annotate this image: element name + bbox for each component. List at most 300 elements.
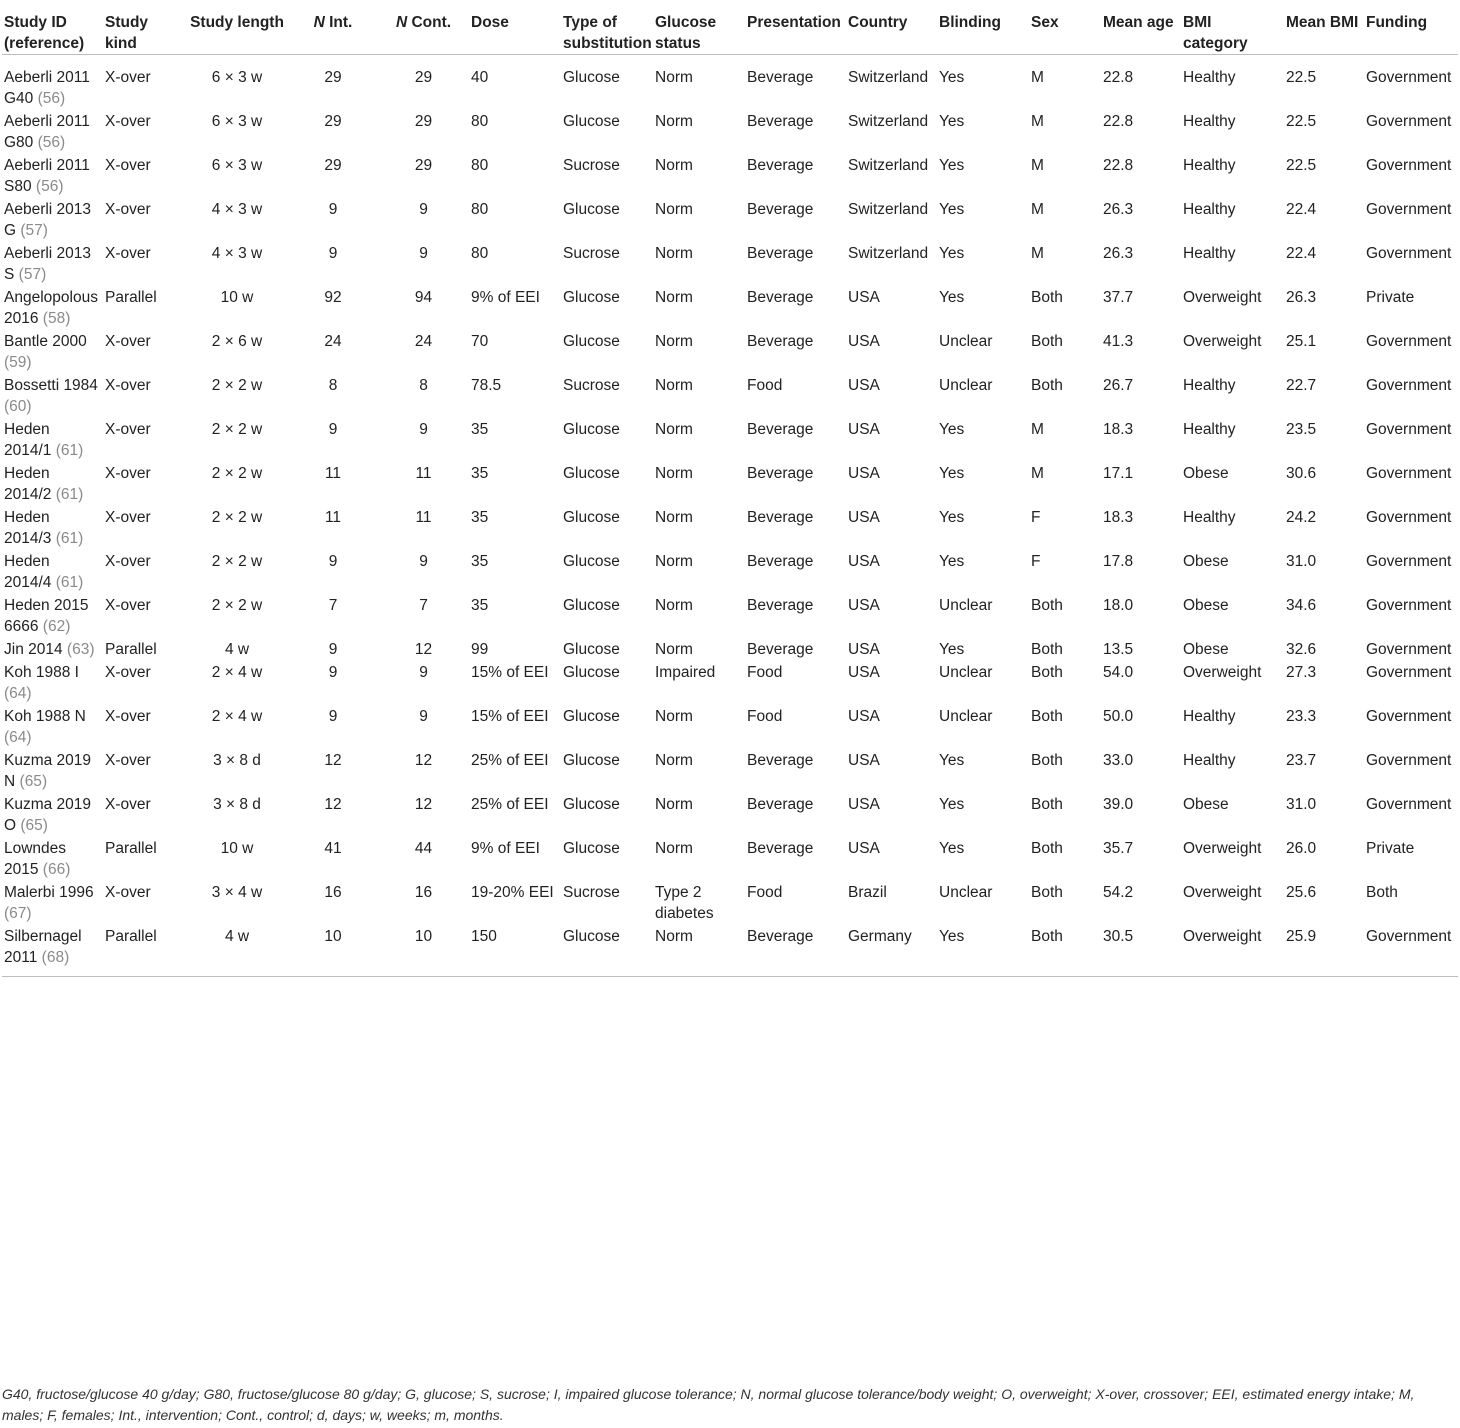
table-row xyxy=(2,197,1458,241)
cell-glucose: Norm xyxy=(655,201,693,218)
cell-country: USA xyxy=(848,377,880,394)
cell-id xyxy=(2,153,103,197)
cell-substitution: Glucose xyxy=(563,641,620,658)
reference-number: 57 xyxy=(23,266,42,283)
cell-age: 22.8 xyxy=(1103,113,1134,130)
cell-bmi_cat: Overweight xyxy=(1183,884,1262,901)
column-header-country xyxy=(846,0,937,55)
study-id: Heden 2014/3 xyxy=(4,509,52,547)
cell-bmi_cat: Healthy xyxy=(1183,113,1236,130)
study-id: Koh 1988 I xyxy=(4,664,79,681)
column-header-dose xyxy=(469,0,561,55)
cell-n_cont: 9 xyxy=(419,553,428,570)
cell-age: 54.0 xyxy=(1103,664,1134,681)
cell-blinding: Yes xyxy=(939,201,965,218)
column-header-sex xyxy=(1029,0,1101,55)
cell-sex: F xyxy=(1031,509,1041,526)
cell-age: 18.3 xyxy=(1103,421,1134,438)
cell-kind: X-over xyxy=(105,333,151,350)
column-header-age xyxy=(1101,0,1181,55)
cell-glucose: Norm xyxy=(655,840,693,857)
cell-funding: Government xyxy=(1366,465,1452,482)
cell-presentation: Food xyxy=(747,884,783,901)
table-row xyxy=(2,153,1458,197)
cell-length: 2 × 2 w xyxy=(211,509,263,526)
cell-glucose: Norm xyxy=(655,113,693,130)
cell-length: 2 × 2 w xyxy=(211,465,263,482)
reference-number: 57 xyxy=(25,222,43,239)
cell-presentation: Beverage xyxy=(747,641,814,658)
cell-kind: Parallel xyxy=(105,641,157,658)
cell-substitution: Sucrose xyxy=(563,377,620,394)
cell-dose: 35 xyxy=(471,421,489,438)
cell-age: 41.3 xyxy=(1103,333,1134,350)
cell-blinding: Unclear xyxy=(939,333,993,350)
cell-n_cont: 10 xyxy=(380,924,469,977)
cell-n_int: 9 xyxy=(328,641,338,658)
table-row xyxy=(2,748,1458,792)
cell-glucose: Norm xyxy=(655,157,693,174)
column-header-glucose xyxy=(653,0,745,55)
cell-substitution: Glucose xyxy=(563,333,620,350)
cell-kind: X-over xyxy=(105,157,151,174)
cell-bmi_cat: Healthy xyxy=(1183,245,1236,262)
study-id: Kuzma 2019 O xyxy=(4,796,92,834)
cell-funding: Government xyxy=(1364,924,1458,977)
cell-blinding: Yes xyxy=(939,796,965,813)
column-header-label: Cont. xyxy=(411,14,452,31)
cell-id xyxy=(2,637,103,660)
cell-n_int: 24 xyxy=(324,333,342,350)
study-id: Heden 2014/1 xyxy=(4,421,52,459)
cell-bmi_cat: Obese xyxy=(1183,465,1229,482)
cell-dose: 25% of EEI xyxy=(471,752,549,769)
cell-bmi: 23.7 xyxy=(1286,752,1317,769)
reference-link[interactable]: (61) xyxy=(55,530,84,547)
cell-blinding: Unclear xyxy=(939,664,993,681)
cell-blinding: Unclear xyxy=(939,708,993,725)
cell-length: 2 × 2 w xyxy=(211,377,263,394)
cell-dose: 35 xyxy=(471,597,489,614)
cell-age: 26.3 xyxy=(1103,245,1134,262)
cell-n_cont: 12 xyxy=(414,752,433,769)
reference-link[interactable]: (61) xyxy=(55,442,84,459)
cell-country: USA xyxy=(848,840,880,857)
cell-kind: X-over xyxy=(105,752,151,769)
cell-glucose: Norm xyxy=(655,377,693,394)
cell-age: 18.0 xyxy=(1103,597,1134,614)
cell-n_cont: 11 xyxy=(415,509,432,526)
reference-number: 65 xyxy=(24,773,42,790)
cell-funding: Government xyxy=(1366,201,1452,218)
cell-n_cont: 8 xyxy=(419,377,428,394)
reference-link[interactable]: (67) xyxy=(4,905,32,922)
cell-bmi_cat: Overweight xyxy=(1183,289,1262,306)
cell-n_cont: 12 xyxy=(414,796,433,813)
cell-bmi_cat: Overweight xyxy=(1183,333,1262,350)
cell-dose: 15% of EEI xyxy=(471,708,549,725)
cell-id xyxy=(2,748,103,792)
cell-id xyxy=(2,241,103,285)
cell-funding: Both xyxy=(1366,884,1398,901)
cell-presentation: Beverage xyxy=(747,201,814,218)
column-header-id xyxy=(2,0,103,55)
study-id: Heden 2014/2 xyxy=(4,465,52,503)
cell-sex: M xyxy=(1031,69,1044,86)
cell-sex: Both xyxy=(1031,333,1063,350)
cell-dose: 15% of EEI xyxy=(471,664,549,681)
reference-link[interactable]: (61) xyxy=(55,486,84,503)
cell-glucose: Norm xyxy=(655,597,693,614)
cell-n_cont: 29 xyxy=(414,157,433,174)
cell-kind: X-over xyxy=(105,708,151,725)
cell-substitution: Glucose xyxy=(563,465,620,482)
cell-blinding: Unclear xyxy=(939,377,993,394)
cell-n_cont: 29 xyxy=(414,113,433,130)
cell-length: 4 × 3 w xyxy=(211,201,263,218)
cell-id xyxy=(2,704,103,748)
table-row xyxy=(2,660,1458,704)
table-row xyxy=(2,704,1458,748)
cell-length: 2 × 2 w xyxy=(211,553,263,570)
cell-blinding: Yes xyxy=(939,113,965,130)
cell-glucose: Norm xyxy=(655,245,693,262)
cell-glucose: Norm xyxy=(655,69,693,86)
cell-funding: Government xyxy=(1366,157,1452,174)
cell-length: 4 × 3 w xyxy=(211,245,263,262)
study-id: Aeberli 2013 G xyxy=(4,201,92,239)
cell-kind: X-over xyxy=(105,69,151,86)
cell-kind: X-over xyxy=(105,597,151,614)
cell-length: 6 × 3 w xyxy=(211,157,263,174)
cell-presentation: Food xyxy=(747,708,783,725)
cell-country: USA xyxy=(848,465,880,482)
cell-bmi: 27.3 xyxy=(1286,664,1317,681)
cell-length: 2 × 4 w xyxy=(211,708,263,725)
column-header-label: Sex xyxy=(1031,14,1059,31)
column-header-label: Presentation xyxy=(747,14,841,31)
cell-country: Switzerland xyxy=(848,69,929,86)
cell-glucose: Norm xyxy=(655,641,693,658)
cell-sex: M xyxy=(1031,465,1044,482)
reference-link[interactable]: (57) xyxy=(18,266,47,283)
cell-blinding: Yes xyxy=(939,245,965,262)
cell-country: USA xyxy=(848,553,880,570)
column-header-label: Mean age xyxy=(1103,14,1174,31)
cell-glucose: Norm xyxy=(655,553,693,570)
cell-presentation: Beverage xyxy=(747,553,814,570)
cell-length: 6 × 3 w xyxy=(211,113,263,130)
cell-n_cont: 7 xyxy=(419,597,428,614)
cell-dose: 25% of EEI xyxy=(471,796,549,813)
cell-kind: Parallel xyxy=(105,289,157,306)
cell-sex: F xyxy=(1031,553,1041,570)
study-id: Angelopolous 2016 xyxy=(4,289,98,327)
cell-dose: 35 xyxy=(471,465,489,482)
column-header-blinding xyxy=(937,0,1029,55)
cell-presentation: Beverage xyxy=(747,752,814,769)
reference-link[interactable]: (65) xyxy=(19,773,48,790)
cell-bmi: 30.6 xyxy=(1286,465,1317,482)
cell-substitution: Glucose xyxy=(561,924,653,977)
cell-country: USA xyxy=(848,597,880,614)
reference-link[interactable]: (62) xyxy=(42,618,71,635)
cell-kind: Parallel xyxy=(103,924,188,977)
column-header-label: Study ID (reference) xyxy=(4,14,85,52)
cell-age: 37.7 xyxy=(1103,289,1134,306)
cell-length: 2 × 6 w xyxy=(211,333,263,350)
reference-link[interactable]: (56) xyxy=(37,134,66,151)
study-id: Kuzma 2019 N xyxy=(4,752,92,790)
cell-kind: X-over xyxy=(105,377,151,394)
cell-country: USA xyxy=(848,641,880,658)
cell-country: USA xyxy=(848,796,880,813)
reference-link[interactable]: (56) xyxy=(37,90,66,107)
cell-n_cont: 9 xyxy=(419,201,428,218)
cell-bmi_cat: Overweight xyxy=(1183,840,1262,857)
cell-sex: M xyxy=(1031,201,1044,218)
cell-bmi_cat: Healthy xyxy=(1183,752,1236,769)
cell-n_int: 9 xyxy=(328,201,338,218)
reference-link[interactable]: (64) xyxy=(4,729,32,746)
reference-link[interactable]: (57) xyxy=(20,222,48,239)
cell-substitution: Glucose xyxy=(563,201,620,218)
cell-n_int: 11 xyxy=(324,465,342,482)
cell-substitution: Glucose xyxy=(563,421,620,438)
cell-glucose: Norm xyxy=(655,509,693,526)
cell-n_int: 9 xyxy=(328,553,338,570)
cell-id xyxy=(2,55,103,110)
cell-sex: Both xyxy=(1031,289,1063,306)
cell-n_cont: 9 xyxy=(419,421,428,438)
cell-funding: Private xyxy=(1366,289,1415,306)
cell-n_int: 29 xyxy=(324,113,342,130)
cell-country: Brazil xyxy=(848,884,887,901)
cell-sex: Both xyxy=(1031,597,1063,614)
reference-link[interactable]: (64) xyxy=(4,685,32,702)
cell-dose: 70 xyxy=(471,333,489,350)
cell-id xyxy=(2,505,103,549)
reference-link[interactable]: (65) xyxy=(20,817,48,834)
cell-country: USA xyxy=(848,752,880,769)
table-row xyxy=(2,637,1458,660)
cell-blinding: Yes xyxy=(939,421,965,438)
cell-length: 10 w xyxy=(220,289,254,306)
cell-age: 26.3 xyxy=(1103,201,1134,218)
cell-n_int: 16 xyxy=(324,884,342,901)
cell-sex: M xyxy=(1031,157,1044,174)
cell-funding: Government xyxy=(1366,708,1452,725)
cell-glucose: Impaired xyxy=(655,664,716,681)
cell-n_cont: 9 xyxy=(419,708,428,725)
cell-presentation: Beverage xyxy=(747,245,814,262)
cell-id xyxy=(2,197,103,241)
cell-presentation: Beverage xyxy=(747,597,814,614)
study-id: Aeberli 2013 S xyxy=(4,245,92,283)
cell-kind: X-over xyxy=(105,421,151,438)
cell-bmi: 34.6 xyxy=(1286,597,1317,614)
cell-blinding: Unclear xyxy=(939,597,993,614)
cell-kind: X-over xyxy=(105,553,151,570)
study-id: Heden 2014/4 xyxy=(4,553,52,591)
cell-substitution: Glucose xyxy=(563,509,620,526)
cell-presentation: Beverage xyxy=(747,69,814,86)
table-row xyxy=(2,593,1458,637)
cell-country: Switzerland xyxy=(848,113,929,130)
table-row xyxy=(2,461,1458,505)
cell-kind: X-over xyxy=(105,245,151,262)
cell-funding: Government xyxy=(1366,641,1452,658)
cell-kind: X-over xyxy=(105,664,151,681)
cell-n_int: 29 xyxy=(324,69,342,86)
cell-bmi: 22.5 xyxy=(1286,113,1317,130)
reference-link[interactable]: (56) xyxy=(35,178,64,195)
reference-number: 68 xyxy=(46,949,65,966)
cell-substitution: Glucose xyxy=(563,664,620,681)
cell-blinding: Yes xyxy=(937,924,1029,977)
cell-n_int: 12 xyxy=(324,796,342,813)
cell-id xyxy=(2,417,103,461)
cell-age: 13.5 xyxy=(1103,641,1134,658)
cell-presentation: Beverage xyxy=(747,289,814,306)
cell-blinding: Yes xyxy=(939,289,965,306)
cell-substitution: Glucose xyxy=(563,796,620,813)
reference-link[interactable]: (61) xyxy=(55,574,84,591)
cell-age: 39.0 xyxy=(1103,796,1134,813)
cell-n_int: 41 xyxy=(324,840,342,857)
cell-substitution: Glucose xyxy=(563,752,620,769)
reference-number: 61 xyxy=(60,574,79,591)
study-id: Bossetti 1984 xyxy=(4,377,98,394)
reference-number: 56 xyxy=(41,178,59,195)
column-header-label: Int. xyxy=(329,14,353,31)
study-id: Aeberli 2011 G40 xyxy=(4,69,90,107)
cell-bmi: 25.6 xyxy=(1286,884,1317,901)
cell-kind: Parallel xyxy=(105,840,157,857)
cell-bmi: 26.3 xyxy=(1286,289,1317,306)
cell-bmi: 22.5 xyxy=(1286,157,1317,174)
cell-id xyxy=(2,836,103,880)
cell-country: USA xyxy=(848,664,880,681)
study-id: Jin 2014 xyxy=(4,641,63,658)
table-row xyxy=(2,241,1458,285)
cell-glucose: Norm xyxy=(655,796,693,813)
reference-link[interactable]: (66) xyxy=(42,861,71,878)
cell-length: 6 × 3 w xyxy=(211,69,263,86)
reference-link[interactable]: (63) xyxy=(66,641,95,658)
column-header-label: Type of substitution xyxy=(563,14,652,52)
column-header-substitution xyxy=(561,0,653,55)
cell-n_cont: 9 xyxy=(419,245,428,262)
cell-glucose: Norm xyxy=(655,708,693,725)
cell-substitution: Sucrose xyxy=(563,884,620,901)
column-header-label: Study length xyxy=(190,14,284,31)
reference-number: 67 xyxy=(9,905,27,922)
cell-funding: Government xyxy=(1366,597,1452,614)
cell-age: 33.0 xyxy=(1103,752,1134,769)
cell-country: Switzerland xyxy=(848,201,929,218)
cell-n_cont: 44 xyxy=(414,840,433,857)
column-header-kind xyxy=(103,0,188,55)
column-header-label: Funding xyxy=(1366,14,1428,31)
cell-n_cont: 12 xyxy=(414,641,433,658)
cell-id xyxy=(2,593,103,637)
cell-n_int: 7 xyxy=(328,597,338,614)
cell-sex: Both xyxy=(1031,641,1063,658)
column-header-label: BMI category xyxy=(1183,14,1248,52)
cell-dose: 80 xyxy=(471,113,489,130)
cell-blinding: Yes xyxy=(939,752,965,769)
column-header-bmi_cat xyxy=(1181,0,1284,55)
cell-sex: Both xyxy=(1029,924,1101,977)
cell-bmi: 25.9 xyxy=(1284,924,1364,977)
study-id: Koh 1988 N xyxy=(4,708,86,725)
cell-presentation: Beverage xyxy=(747,465,814,482)
reference-link[interactable]: (58) xyxy=(42,310,71,327)
cell-kind: X-over xyxy=(105,113,151,130)
table-row xyxy=(2,836,1458,880)
table-row xyxy=(2,417,1458,461)
cell-kind: X-over xyxy=(105,884,151,901)
reference-link[interactable]: (60) xyxy=(4,398,32,415)
cell-kind: X-over xyxy=(105,201,151,218)
column-header-length xyxy=(188,0,288,55)
cell-blinding: Yes xyxy=(939,840,965,857)
column-header-label: Glucose status xyxy=(655,14,717,52)
cell-length: 3 × 4 w xyxy=(211,884,263,901)
cell-presentation: Beverage xyxy=(747,333,814,350)
reference-link[interactable]: (68) xyxy=(41,949,70,966)
reference-link[interactable]: (59) xyxy=(4,354,32,371)
cell-bmi: 22.5 xyxy=(1286,69,1317,86)
cell-presentation: Beverage xyxy=(745,924,846,977)
cell-bmi_cat: Healthy xyxy=(1183,509,1236,526)
cell-funding: Government xyxy=(1366,664,1452,681)
cell-sex: M xyxy=(1031,113,1044,130)
cell-dose: 40 xyxy=(471,69,489,86)
column-header-presentation xyxy=(745,0,846,55)
cell-funding: Government xyxy=(1366,509,1452,526)
cell-presentation: Beverage xyxy=(747,157,814,174)
study-id: Lowndes 2015 xyxy=(4,840,67,878)
cell-substitution: Glucose xyxy=(563,69,620,86)
cell-bmi_cat: Overweight xyxy=(1181,924,1284,977)
reference-number: 63 xyxy=(72,641,90,658)
column-header-n_int xyxy=(288,0,380,55)
cell-glucose: Norm xyxy=(655,752,693,769)
cell-dose: 80 xyxy=(471,157,489,174)
table-row xyxy=(2,373,1458,417)
cell-glucose: Norm xyxy=(653,924,745,977)
column-header-italic-part: N xyxy=(395,14,408,31)
cell-age: 17.1 xyxy=(1103,465,1134,482)
cell-id xyxy=(2,373,103,417)
cell-bmi: 22.4 xyxy=(1286,201,1317,218)
cell-n_int: 11 xyxy=(324,509,342,526)
cell-age: 18.3 xyxy=(1103,509,1134,526)
column-header-italic-part: N xyxy=(313,14,325,31)
cell-glucose: Norm xyxy=(655,421,693,438)
cell-age: 35.7 xyxy=(1103,840,1134,857)
column-header-label: Study kind xyxy=(105,14,149,52)
reference-number: 60 xyxy=(9,398,27,415)
cell-presentation: Beverage xyxy=(747,796,814,813)
cell-dose: 35 xyxy=(471,553,489,570)
cell-n_int: 92 xyxy=(324,289,342,306)
column-header-n_cont xyxy=(380,0,469,55)
cell-presentation: Beverage xyxy=(747,509,814,526)
table-row xyxy=(2,505,1458,549)
